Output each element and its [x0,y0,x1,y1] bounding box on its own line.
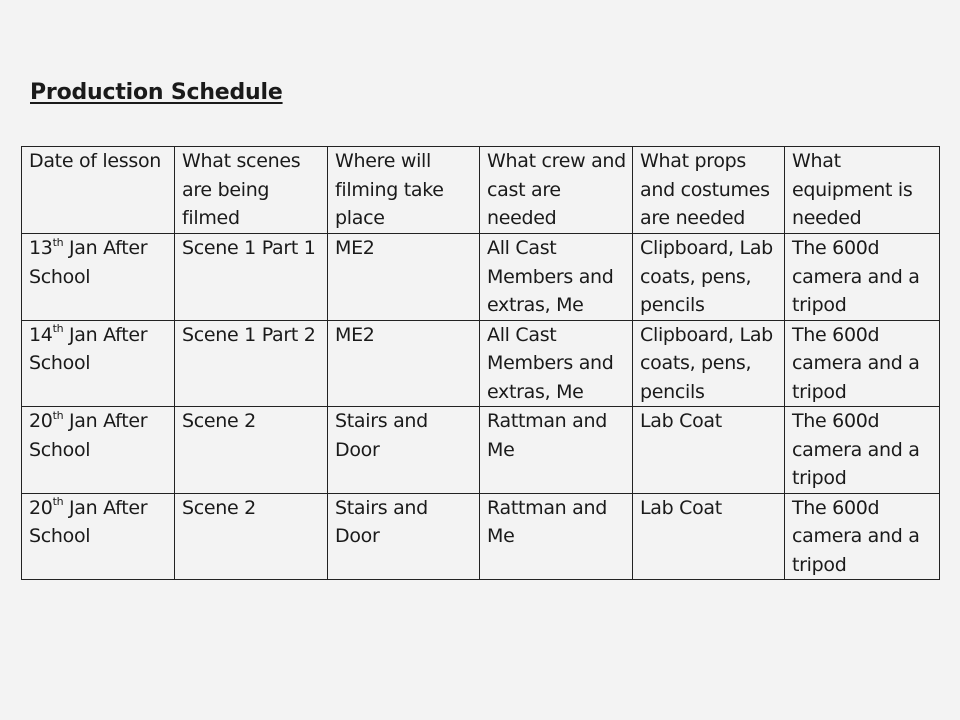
table-header-row [22,147,940,234]
cell-props: Clipboard, Lab coats, pens, pencils [633,234,785,321]
cell-crew: Rattman and Me [480,493,633,580]
cell-date: 13th Jan After School [22,234,175,321]
cell-equipment: The 600d camera and a tripod [785,234,940,321]
table-row [22,407,940,494]
cell-equipment: The 600d camera and a tripod [785,320,940,407]
cell-date: 14th Jan After School [22,320,175,407]
header-equipment: What equipment is needed [785,147,940,234]
cell-props: Lab Coat [633,493,785,580]
header-location: Where will filming take place [328,147,480,234]
header-date-of-lesson: Date of lesson [22,147,175,234]
cell-crew: All Cast Members and extras, Me [480,320,633,407]
header-crew-cast: What crew and cast are needed [480,147,633,234]
cell-scene: Scene 1 Part 2 [175,320,328,407]
cell-date: 20th Jan After School [22,493,175,580]
cell-equipment: The 600d camera and a tripod [785,407,940,494]
header-props-costumes: What props and costumes are needed [633,147,785,234]
cell-location: Stairs and Door [328,407,480,494]
page-title: Production Schedule [30,80,283,105]
cell-location: ME2 [328,234,480,321]
cell-location: Stairs and Door [328,493,480,580]
cell-props: Lab Coat [633,407,785,494]
cell-scene: Scene 1 Part 1 [175,234,328,321]
cell-crew: Rattman and Me [480,407,633,494]
cell-props: Clipboard, Lab coats, pens, pencils [633,320,785,407]
header-scenes: What scenes are being filmed [175,147,328,234]
cell-scene: Scene 2 [175,493,328,580]
table-row [22,234,940,321]
cell-date: 20th Jan After School [22,407,175,494]
cell-scene: Scene 2 [175,407,328,494]
production-schedule-table [21,146,940,580]
cell-location: ME2 [328,320,480,407]
cell-crew: All Cast Members and extras, Me [480,234,633,321]
cell-equipment: The 600d camera and a tripod [785,493,940,580]
table-row [22,493,940,580]
table-row [22,320,940,407]
